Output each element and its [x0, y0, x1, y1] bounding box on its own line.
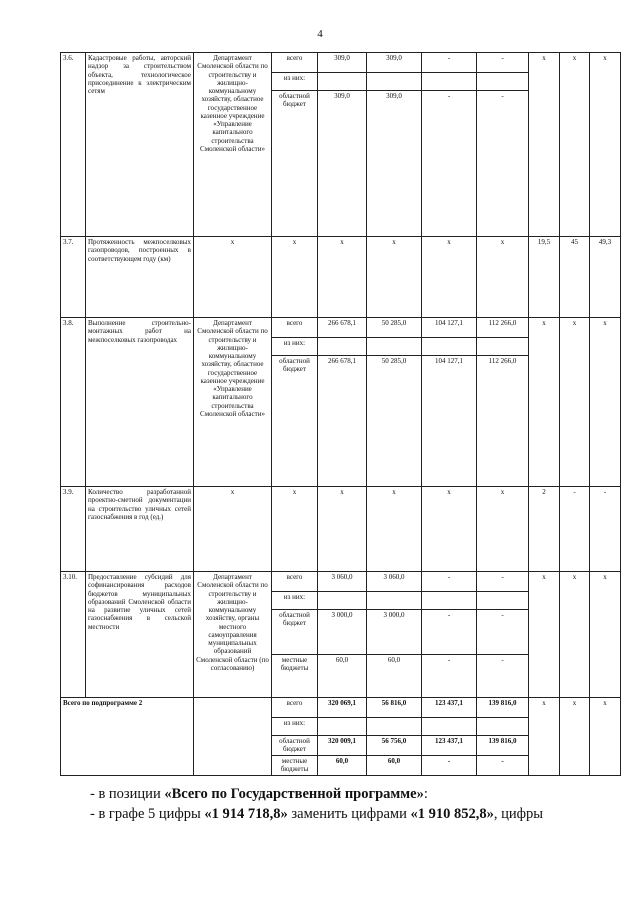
- row-executor: х: [194, 237, 272, 318]
- funding-value: -: [477, 655, 529, 698]
- indicator-value: х: [590, 318, 621, 487]
- row-executor: х: [194, 487, 272, 572]
- funding-source: из них:: [272, 718, 318, 736]
- funding-source: местные бюджеты: [272, 756, 318, 776]
- row-number: 3.6.: [61, 53, 86, 237]
- funding-source: из них:: [272, 338, 318, 356]
- funding-value: [367, 338, 422, 356]
- note-line-2: - в графе 5 цифры «1 914 718,8» заменить цифрами «1 910 852,8», цифры: [90, 806, 543, 822]
- table-row: [61, 487, 621, 572]
- funding-value: 104 127,1: [422, 318, 477, 338]
- funding-value: [422, 338, 477, 356]
- funding-value: х: [367, 487, 422, 572]
- funding-value: 309,0: [367, 91, 422, 237]
- funding-value: [477, 718, 529, 736]
- indicator-value: 19,5: [529, 237, 560, 318]
- funding-source: областной бюджет: [272, 610, 318, 655]
- funding-value: -: [422, 572, 477, 592]
- row-number: 3.8.: [61, 318, 86, 487]
- funding-value: 266 678,1: [318, 318, 367, 338]
- total-label: Всего по подпрограмме 2: [61, 698, 194, 776]
- funding-value: [477, 592, 529, 610]
- funding-value: 56 756,0: [367, 736, 422, 756]
- funding-value: -: [422, 655, 477, 698]
- funding-value: -: [477, 91, 529, 237]
- funding-value: [477, 73, 529, 91]
- funding-source: областной бюджет: [272, 91, 318, 237]
- indicator-value: х: [590, 53, 621, 237]
- funding-value: [367, 718, 422, 736]
- funding-value: 309,0: [318, 91, 367, 237]
- indicator-value: х: [529, 318, 560, 487]
- funding-value: х: [367, 237, 422, 318]
- row-number: 3.10.: [61, 572, 86, 698]
- indicator-value: х: [590, 698, 621, 776]
- row-name: Кадастровые работы, авторский надзор за строительством объекта, технологическое присоединение к электрическим сетям: [86, 53, 194, 237]
- row-name: Предоставление субсидий для софинансирования расходов бюджетов муниципальных образований Смоленской области на развитие уличных сетей газоснабжения в сельской местности: [86, 572, 194, 698]
- funding-value: х: [318, 237, 367, 318]
- funding-value: -: [477, 756, 529, 776]
- funding-value: [318, 718, 367, 736]
- funding-value: 3 060,0: [318, 572, 367, 592]
- indicator-value: -: [560, 487, 590, 572]
- row-name: Выполнение строительно-монтажных работ на межпоселковых газопроводах: [86, 318, 194, 487]
- table-row: [61, 572, 621, 592]
- funding-value: -: [422, 610, 477, 655]
- funding-value: [477, 338, 529, 356]
- funding-value: 104 127,1: [422, 356, 477, 487]
- funding-value: -: [477, 53, 529, 73]
- row-number: 3.9.: [61, 487, 86, 572]
- page-number: 4: [317, 28, 323, 40]
- funding-value: 60,0: [318, 655, 367, 698]
- funding-value: 3 000,0: [318, 610, 367, 655]
- funding-value: [318, 338, 367, 356]
- funding-value: 266 678,1: [318, 356, 367, 487]
- funding-value: 309,0: [367, 53, 422, 73]
- funding-value: х: [422, 237, 477, 318]
- funding-value: -: [477, 610, 529, 655]
- funding-source: из них:: [272, 592, 318, 610]
- indicator-value: х: [560, 53, 590, 237]
- row-name: Протяженность межпоселковых газопроводов, построенных в соответствующем году (км): [86, 237, 194, 318]
- total-row: [61, 698, 621, 718]
- indicator-value: х: [560, 698, 590, 776]
- indicator-value: х: [529, 698, 560, 776]
- funding-value: 3 060,0: [367, 572, 422, 592]
- funding-value: 139 816,0: [477, 698, 529, 718]
- funding-value: 123 437,1: [422, 698, 477, 718]
- funding-value: -: [422, 91, 477, 237]
- funding-source: х: [272, 487, 318, 572]
- indicator-value: х: [529, 572, 560, 698]
- funding-value: 320 069,1: [318, 698, 367, 718]
- table-row: [61, 53, 621, 73]
- funding-value: [318, 73, 367, 91]
- funding-value: -: [422, 756, 477, 776]
- funding-source: областной бюджет: [272, 736, 318, 756]
- funding-value: 3 000,0: [367, 610, 422, 655]
- funding-value: -: [422, 53, 477, 73]
- funding-value: 112 266,0: [477, 356, 529, 487]
- table-row: [61, 318, 621, 338]
- funding-value: [367, 592, 422, 610]
- funding-value: 50 285,0: [367, 356, 422, 487]
- row-executor: Департамент Смоленской области по строительству и жилищно-коммунальному хозяйству, органы местного самоуправления муниципальных образований Смоленской области (по согласованию): [194, 572, 272, 698]
- funding-source: всего: [272, 698, 318, 718]
- funding-source: из них:: [272, 73, 318, 91]
- indicator-value: х: [560, 572, 590, 698]
- funding-value: [367, 73, 422, 91]
- row-number: 3.7.: [61, 237, 86, 318]
- indicator-value: х: [560, 318, 590, 487]
- funding-value: 60,0: [367, 655, 422, 698]
- funding-source: местные бюджеты: [272, 655, 318, 698]
- funding-value: 309,0: [318, 53, 367, 73]
- indicator-value: 49,3: [590, 237, 621, 318]
- indicator-value: х: [590, 572, 621, 698]
- row-executor: Департамент Смоленской области по строительству и жилищно-коммунальному хозяйству, областное государственное казенное учреждение «Управление капитального строительства Смоленской области»: [194, 318, 272, 487]
- funding-value: 123 437,1: [422, 736, 477, 756]
- funding-value: х: [477, 487, 529, 572]
- funding-value: 320 009,1: [318, 736, 367, 756]
- funding-source: всего: [272, 572, 318, 592]
- indicator-value: -: [590, 487, 621, 572]
- funding-value: [422, 73, 477, 91]
- funding-value: 112 266,0: [477, 318, 529, 338]
- funding-value: [318, 592, 367, 610]
- indicator-value: 45: [560, 237, 590, 318]
- funding-value: х: [422, 487, 477, 572]
- funding-value: 60,0: [367, 756, 422, 776]
- indicator-value: 2: [529, 487, 560, 572]
- indicator-value: х: [529, 53, 560, 237]
- table-row: [61, 237, 621, 318]
- funding-source: всего: [272, 318, 318, 338]
- funding-value: 50 285,0: [367, 318, 422, 338]
- note-line-1: - в позиции «Всего по Государственной программе»:: [90, 786, 428, 802]
- funding-source: х: [272, 237, 318, 318]
- funding-value: х: [318, 487, 367, 572]
- funding-value: 60,0: [318, 756, 367, 776]
- total-executor: [194, 698, 272, 776]
- funding-source: всего: [272, 53, 318, 73]
- funding-value: х: [477, 237, 529, 318]
- funding-value: [422, 592, 477, 610]
- program-table: [60, 52, 621, 776]
- funding-value: 56 816,0: [367, 698, 422, 718]
- row-name: Количество разработанной проектно-сметной документации на строительство уличных сетей газоснабжения в год (ед.): [86, 487, 194, 572]
- funding-source: областной бюджет: [272, 356, 318, 487]
- row-executor: Департамент Смоленской области по строительству и жилищно-коммунальному хозяйству, областное государственное казенное учреждение «Управление капитального строительства Смоленской области»: [194, 53, 272, 237]
- funding-value: -: [477, 572, 529, 592]
- funding-value: 139 816,0: [477, 736, 529, 756]
- funding-value: [422, 718, 477, 736]
